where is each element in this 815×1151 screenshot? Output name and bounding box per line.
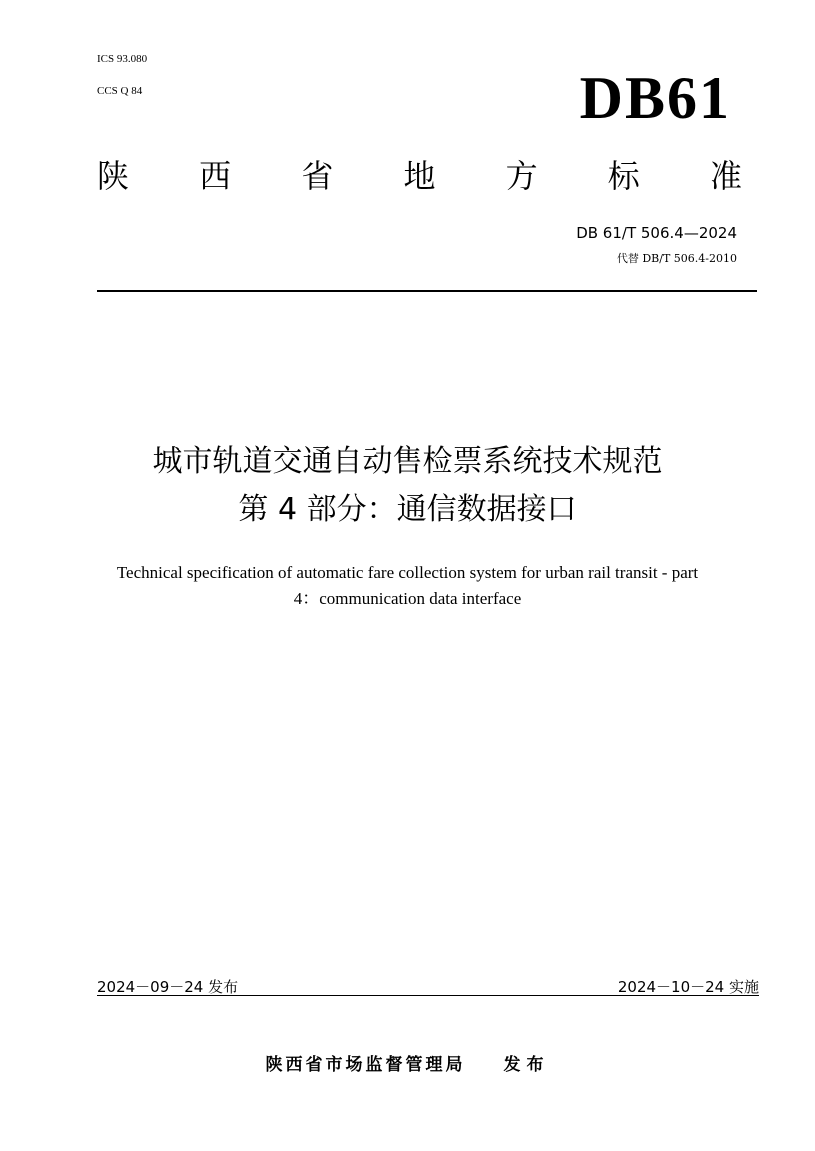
standard-type-char: 陕 [97,157,130,195]
title-cn-line1: 城市轨道交通自动售检票系统技术规范 [152,444,663,479]
ccs-code: CCS Q 84 [97,85,143,97]
ics-code: ICS 93.080 [97,53,148,65]
publisher-row [0,1050,815,1075]
standard-code: DB 61/T 506.4—2024 [576,224,737,242]
title-en-line2: 4：communication data interface [293,589,522,608]
publisher-name: 陕西省市场监督管理局 [265,1055,466,1075]
standard-type-char: 标 [607,157,640,195]
replaced-standard: 代替 DB/T 506.4-2010 [616,252,737,265]
issue-date: 2024－09－24 发布 [97,978,239,996]
footer-divider [97,995,759,996]
publish-label: 发布 [503,1055,550,1075]
db61-logo: DB61 [579,65,731,131]
standard-type-char: 地 [403,157,436,195]
standard-type-char: 西 [199,157,232,195]
title-cn-line2: 第 4 部分：通信数据接口 [238,492,577,527]
standard-type-heading [97,157,742,195]
date-row [97,976,759,997]
title-en-line1: Technical specification of automatic fare collection system for urban rail transit - part [116,563,699,582]
implementation-date: 2024－10－24 实施 [617,978,759,996]
header-divider [97,290,757,292]
standard-type-char: 准 [709,157,742,195]
standard-type-char: 方 [505,157,538,195]
standard-type-char: 省 [301,157,334,195]
